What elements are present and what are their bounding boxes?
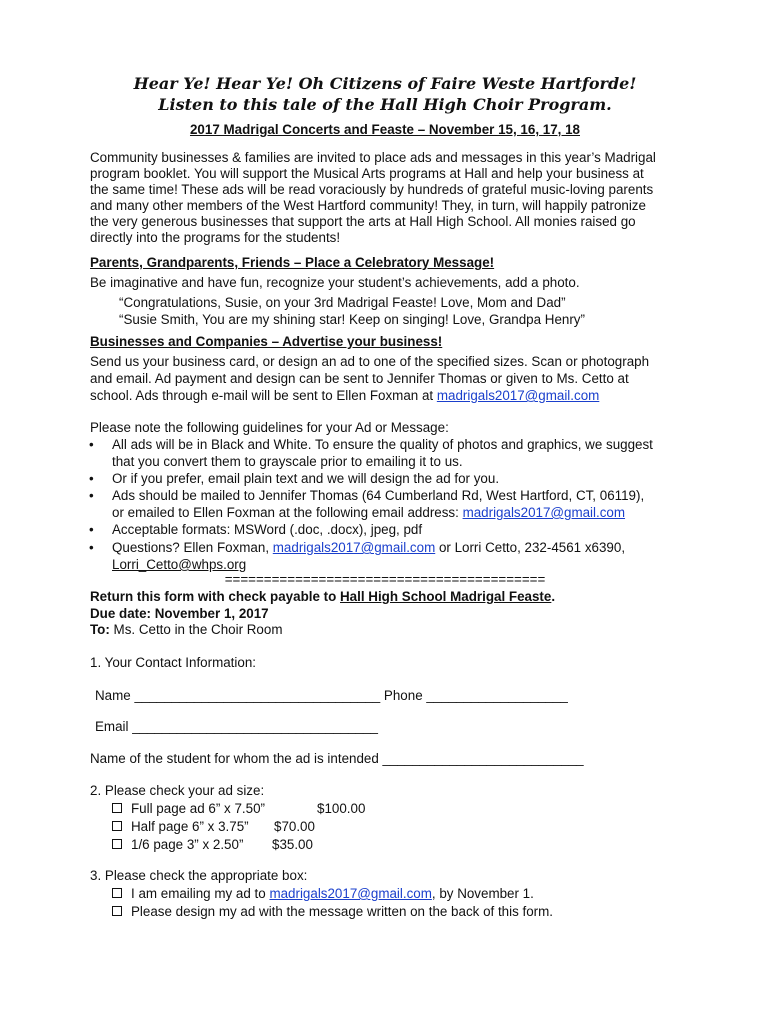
bullet-glyph: • xyxy=(89,488,94,503)
guideline-formats: Acceptable formats: MSWord (.doc, .docx), jpeg, pdf xyxy=(112,522,423,537)
intro-line-3: the same time! These ads will be read voraciously by hundreds of grateful music-loving parents xyxy=(90,182,654,197)
box-option-design[interactable]: Please design my ad with the message written on the back of this form. xyxy=(112,904,553,919)
parents-example-1: “Congratulations, Susie, on your 3rd Madrigal Feaste! Love, Mom and Dad” xyxy=(119,295,566,310)
title-line-2: Listen to this tale of the Hall High Choir Program. xyxy=(158,95,612,114)
guideline-mail-line-2: or emailed to Ellen Foxman at the following email address: madrigals2017@gmail.com xyxy=(112,505,626,520)
ad-size-price-sixth: $35.00 xyxy=(272,837,313,852)
bullet-glyph: • xyxy=(89,471,94,486)
bullet-glyph: • xyxy=(89,437,94,452)
intro-line-2: program booklet. You will support the Musical Arts programs at Hall and help your business at xyxy=(90,166,644,181)
guideline-plain-text: Or if you prefer, email plain text and we will design the ad for you. xyxy=(112,471,500,486)
intro-line-5: the very generous businesses that support the arts at Hall High School. All monies raised go xyxy=(90,214,636,229)
checkbox[interactable] xyxy=(112,803,122,813)
email-link[interactable]: madrigals2017@gmail.com xyxy=(272,540,436,555)
ad-size-price-full: $100.00 xyxy=(317,801,366,816)
guideline-questions-line-1: Questions? Ellen Foxman, madrigals2017@gmail.com or Lorri Cetto, 232-4561 x6390, xyxy=(112,540,626,555)
guideline-bw-line-2: that you convert them to grayscale prior to emailing it to us. xyxy=(112,454,463,469)
checkbox[interactable] xyxy=(112,821,122,831)
intro-line-6: directly into the programs for the students! xyxy=(90,230,341,245)
checkbox[interactable] xyxy=(112,906,122,916)
business-line-3: school. Ads through e-mail will be sent to Ellen Foxman at madrigals2017@gmail.com xyxy=(90,388,600,403)
ad-size-option-full[interactable]: Full page ad 6” x 7.50” xyxy=(112,801,265,816)
bullet-glyph: • xyxy=(89,522,94,537)
student-name-field[interactable]: Name of the student for whom the ad is intended ___________________________ xyxy=(90,751,584,766)
ad-size-heading: 2. Please check your ad size: xyxy=(90,783,265,798)
email-link[interactable]: madrigals2017@gmail.com xyxy=(462,505,626,520)
business-heading: Businesses and Companies – Advertise your business! xyxy=(90,334,443,349)
intro-line-1: Community businesses & families are invited to place ads and messages in this year’s Madrigal xyxy=(90,150,656,165)
return-form-line: Return this form with check payable to Hall High School Madrigal Feaste. xyxy=(90,589,556,604)
due-date: Due date: November 1, 2017 xyxy=(90,606,269,621)
intro-line-4: and many other members of the West Hartford community! They, in turn, will happily patronize xyxy=(90,198,646,213)
checkbox[interactable] xyxy=(112,839,122,849)
business-line-1: Send us your business card, or design an ad to one of the specified sizes. Scan or photograph xyxy=(90,354,650,369)
guidelines-intro: Please note the following guidelines for your Ad or Message: xyxy=(90,420,449,435)
lorri-email[interactable]: Lorri_Cetto@whps.org xyxy=(112,557,247,572)
guideline-mail-line-1: Ads should be mailed to Jennifer Thomas (64 Cumberland Rd, West Hartford, CT, 06119), xyxy=(112,488,645,503)
box-option-emailing[interactable]: I am emailing my ad to madrigals2017@gmail.com, by November 1. xyxy=(112,886,534,901)
parents-heading: Parents, Grandparents, Friends – Place a Celebratory Message! xyxy=(90,255,495,270)
parents-text: Be imaginative and have fun, recognize your student’s achievements, add a photo. xyxy=(90,275,580,290)
guideline-bw-line-1: All ads will be in Black and White. To ensure the quality of photos and graphics, we suggest xyxy=(112,437,653,452)
title-line-1: Hear Ye! Hear Ye! Oh Citizens of Faire Weste Hartforde! xyxy=(133,74,637,93)
parents-example-2: “Susie Smith, You are my shining star! Keep on singing! Love, Grandpa Henry” xyxy=(119,312,585,327)
ad-size-option-sixth[interactable]: 1/6 page 3” x 2.50” xyxy=(112,837,243,852)
payee-name: Hall High School Madrigal Feaste xyxy=(340,589,552,604)
ad-size-option-half[interactable]: Half page 6” x 3.75” xyxy=(112,819,249,834)
bullet-glyph: • xyxy=(89,540,94,555)
contact-heading: 1. Your Contact Information: xyxy=(90,655,256,670)
email-field[interactable]: Email _________________________________ xyxy=(95,719,378,734)
business-line-2: and email. Ad payment and design can be sent to Jennifer Thomas or given to Ms. Cetto at xyxy=(90,371,629,386)
checkbox[interactable] xyxy=(112,888,122,898)
event-subtitle: 2017 Madrigal Concerts and Feaste – November 15, 16, 17, 18 xyxy=(189,122,580,137)
deliver-to: To: Ms. Cetto in the Choir Room xyxy=(90,622,283,637)
separator-line: ========================================= xyxy=(224,572,546,587)
box-heading: 3. Please check the appropriate box: xyxy=(90,868,308,883)
ad-size-price-half: $70.00 xyxy=(274,819,315,834)
email-link[interactable]: madrigals2017@gmail.com xyxy=(269,886,432,901)
email-link[interactable]: madrigals2017@gmail.com xyxy=(436,388,600,403)
name-phone-field[interactable]: Name _________________________________ Phone ___________________ xyxy=(95,688,568,703)
